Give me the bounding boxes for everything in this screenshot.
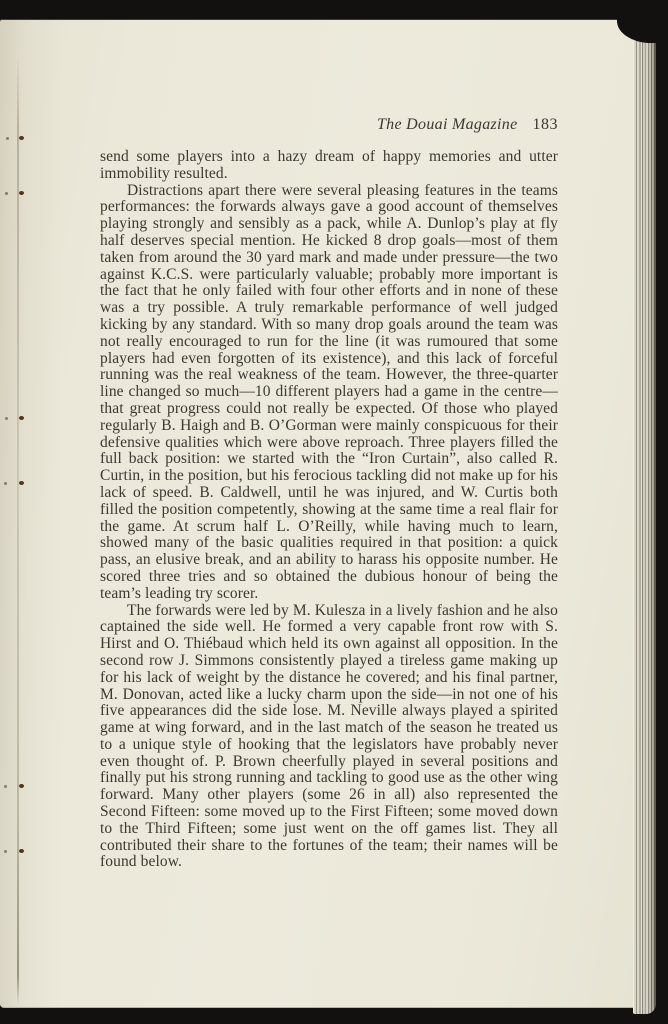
page-crease [17,56,19,1004]
paragraph: Distractions apart there were several pleasing features in the teams performances: the forwards always gave a good account of themselves playing strongly and sensibly as a pack, while A. Dunlop’s play at fly half deserves special mention. He kicked 8 drop goals—most of them taken from around the 30 yard mark and made under pressure—the two against K.C.S. were particularly valuable; probably more important is the fact that he only failed with four other efforts and in none of these was a try possible. A truly remarkable performance of well judged kicking by any standard. With so many drop goals around the team was not really encouraged to run for the line (it was rumoured that some players had even forgotten of its existence), and this lack of forceful running was the real weakness of the team. However, the three-quarter line changed so much—10 different players had a game in the centre—that great progress could not really be expected. Of those who played regularly B. Haigh and B. O’Gorman were mainly conspicuous for their defensive qualities which were above reproach. Three players filled the full back position: we started with the “Iron Curtain”, also called R. Curtin, in the position, but his ferocious tackling did not make up for his lack of speed. B. Caldwell, until he was injured, and W. Curtis both filled the position competently, showing at the same time a real flair for the game. At scrum half L. O’Reilly, while having much to learn, showed many of the basic qualities required in that position: a quick pass, an elusive break, and an ability to harass his opposite number. He scored three tries and so obtained the dubious honour of being the team’s leading try scorer. [100,181,558,602]
body-text [100,149,558,871]
binding-stitch-mark [4,785,7,788]
book-page [0,20,634,1008]
paragraph: send some players into a hazy dream of happy memories and utter immobility resulted. [100,148,558,182]
binding-stitch-mark [19,784,24,788]
binding-stitch-mark [4,850,7,853]
binding-stitch-mark [5,417,8,420]
binding-stitch-mark [19,481,24,485]
page-edge-stack [633,26,656,1014]
magazine-title: The Douai Magazine [376,116,518,133]
binding-stitch-mark [19,191,24,195]
binding-stitch-mark [19,136,24,140]
running-header [100,116,558,134]
binding-stitch-mark [19,849,24,853]
page-number: 183 [532,116,558,133]
binding-stitch-mark [19,416,24,420]
page-content [100,116,558,871]
paragraph: The forwards were led by M. Kulesza in a lively fashion and he also captained the side well. He formed a very capable front row with S. Hirst and O. Thiébaud which held its own against all opposition. In the second row J. Simmons consistently played a tireless game making up for his lack of weight by the distance he covered; and his final partner, M. Donovan, acted like a lucky charm upon the side—in not one of his five appearances did the side lose. M. Neville always played a spirited game at wing forward, and in the last match of the season he treated us to a unique style of hooking that the legislators have probably never even thought of. P. Brown cheerfully played in several positions and finally put his strong running and tackling to good use as the other wing forward. Many other players (some 26 in all) also represented the Second Fifteen: some moved up to the First Fifteen; some moved down to the Third Fifteen; some just went on the off games list. They all contributed their share to the fortunes of the team; their names will be found below. [100,601,558,871]
binding-stitch-mark [6,137,9,140]
binding-stitch-mark [5,192,8,195]
binding-stitch-mark [4,482,7,485]
